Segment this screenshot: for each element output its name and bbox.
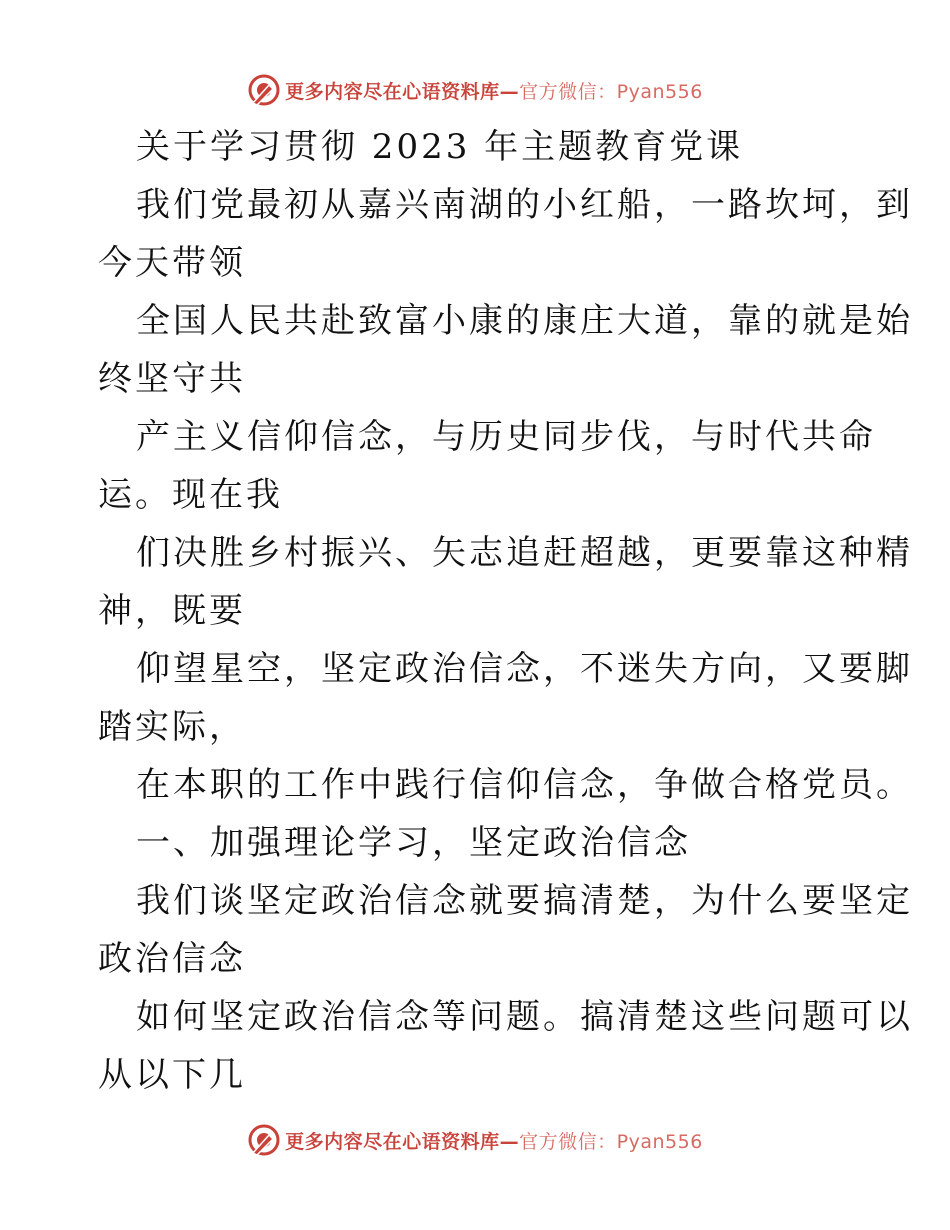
paragraph-line: 在本职的工作中践行信仰信念，争做合格党员。 — [136, 765, 913, 805]
paragraph-line: 今天带领 — [98, 243, 246, 283]
footer-banner-wechat: 官方微信：Pyan556 — [519, 1130, 703, 1153]
document-title: 关于学习贯彻 2023 年主题教育党课 — [136, 127, 744, 167]
paragraph-line: 政治信念 — [98, 939, 246, 979]
paragraph-line: 如何坚定政治信念等问题。搞清楚这些问题可以 — [136, 997, 913, 1037]
header-banner-main: 更多内容尽在心语资料库 — [285, 80, 500, 103]
paragraph-line: 终坚守共 — [98, 359, 246, 399]
paragraph-line: 产主义信仰信念，与历史同步伐，与时代共命 — [136, 417, 876, 457]
header-banner-separator: — — [499, 80, 520, 103]
paragraph-line: 运。现在我 — [98, 475, 283, 515]
paragraph-line: 我们谈坚定政治信念就要搞清楚，为什么要坚定 — [136, 881, 913, 921]
footer-watermark-banner — [0, 1120, 950, 1160]
paragraph-line: 我们党最初从嘉兴南湖的小红船，一路坎坷，到 — [136, 185, 913, 225]
footer-banner-separator: — — [499, 1130, 520, 1153]
paragraph-line: 踏实际， — [98, 707, 246, 747]
header-banner-wechat: 官方微信：Pyan556 — [519, 80, 703, 103]
pen-logo-icon — [247, 1123, 281, 1157]
section-heading: 一、加强理论学习，坚定政治信念 — [136, 823, 691, 863]
header-banner-text — [285, 77, 703, 104]
footer-banner-main: 更多内容尽在心语资料库 — [285, 1130, 500, 1153]
paragraph-line: 全国人民共赴致富小康的康庄大道，靠的就是始 — [136, 301, 913, 341]
document-body — [98, 118, 913, 1104]
paragraph-line: 神，既要 — [98, 591, 246, 631]
paragraph-line: 从以下几 — [98, 1055, 246, 1095]
footer-banner-text — [285, 1127, 703, 1154]
pen-logo-icon — [247, 73, 281, 107]
paragraph-line: 仰望星空，坚定政治信念，不迷失方向，又要脚 — [136, 649, 913, 689]
header-watermark-banner — [0, 70, 950, 110]
paragraph-line: 们决胜乡村振兴、矢志追赶超越，更要靠这种精 — [136, 533, 913, 573]
